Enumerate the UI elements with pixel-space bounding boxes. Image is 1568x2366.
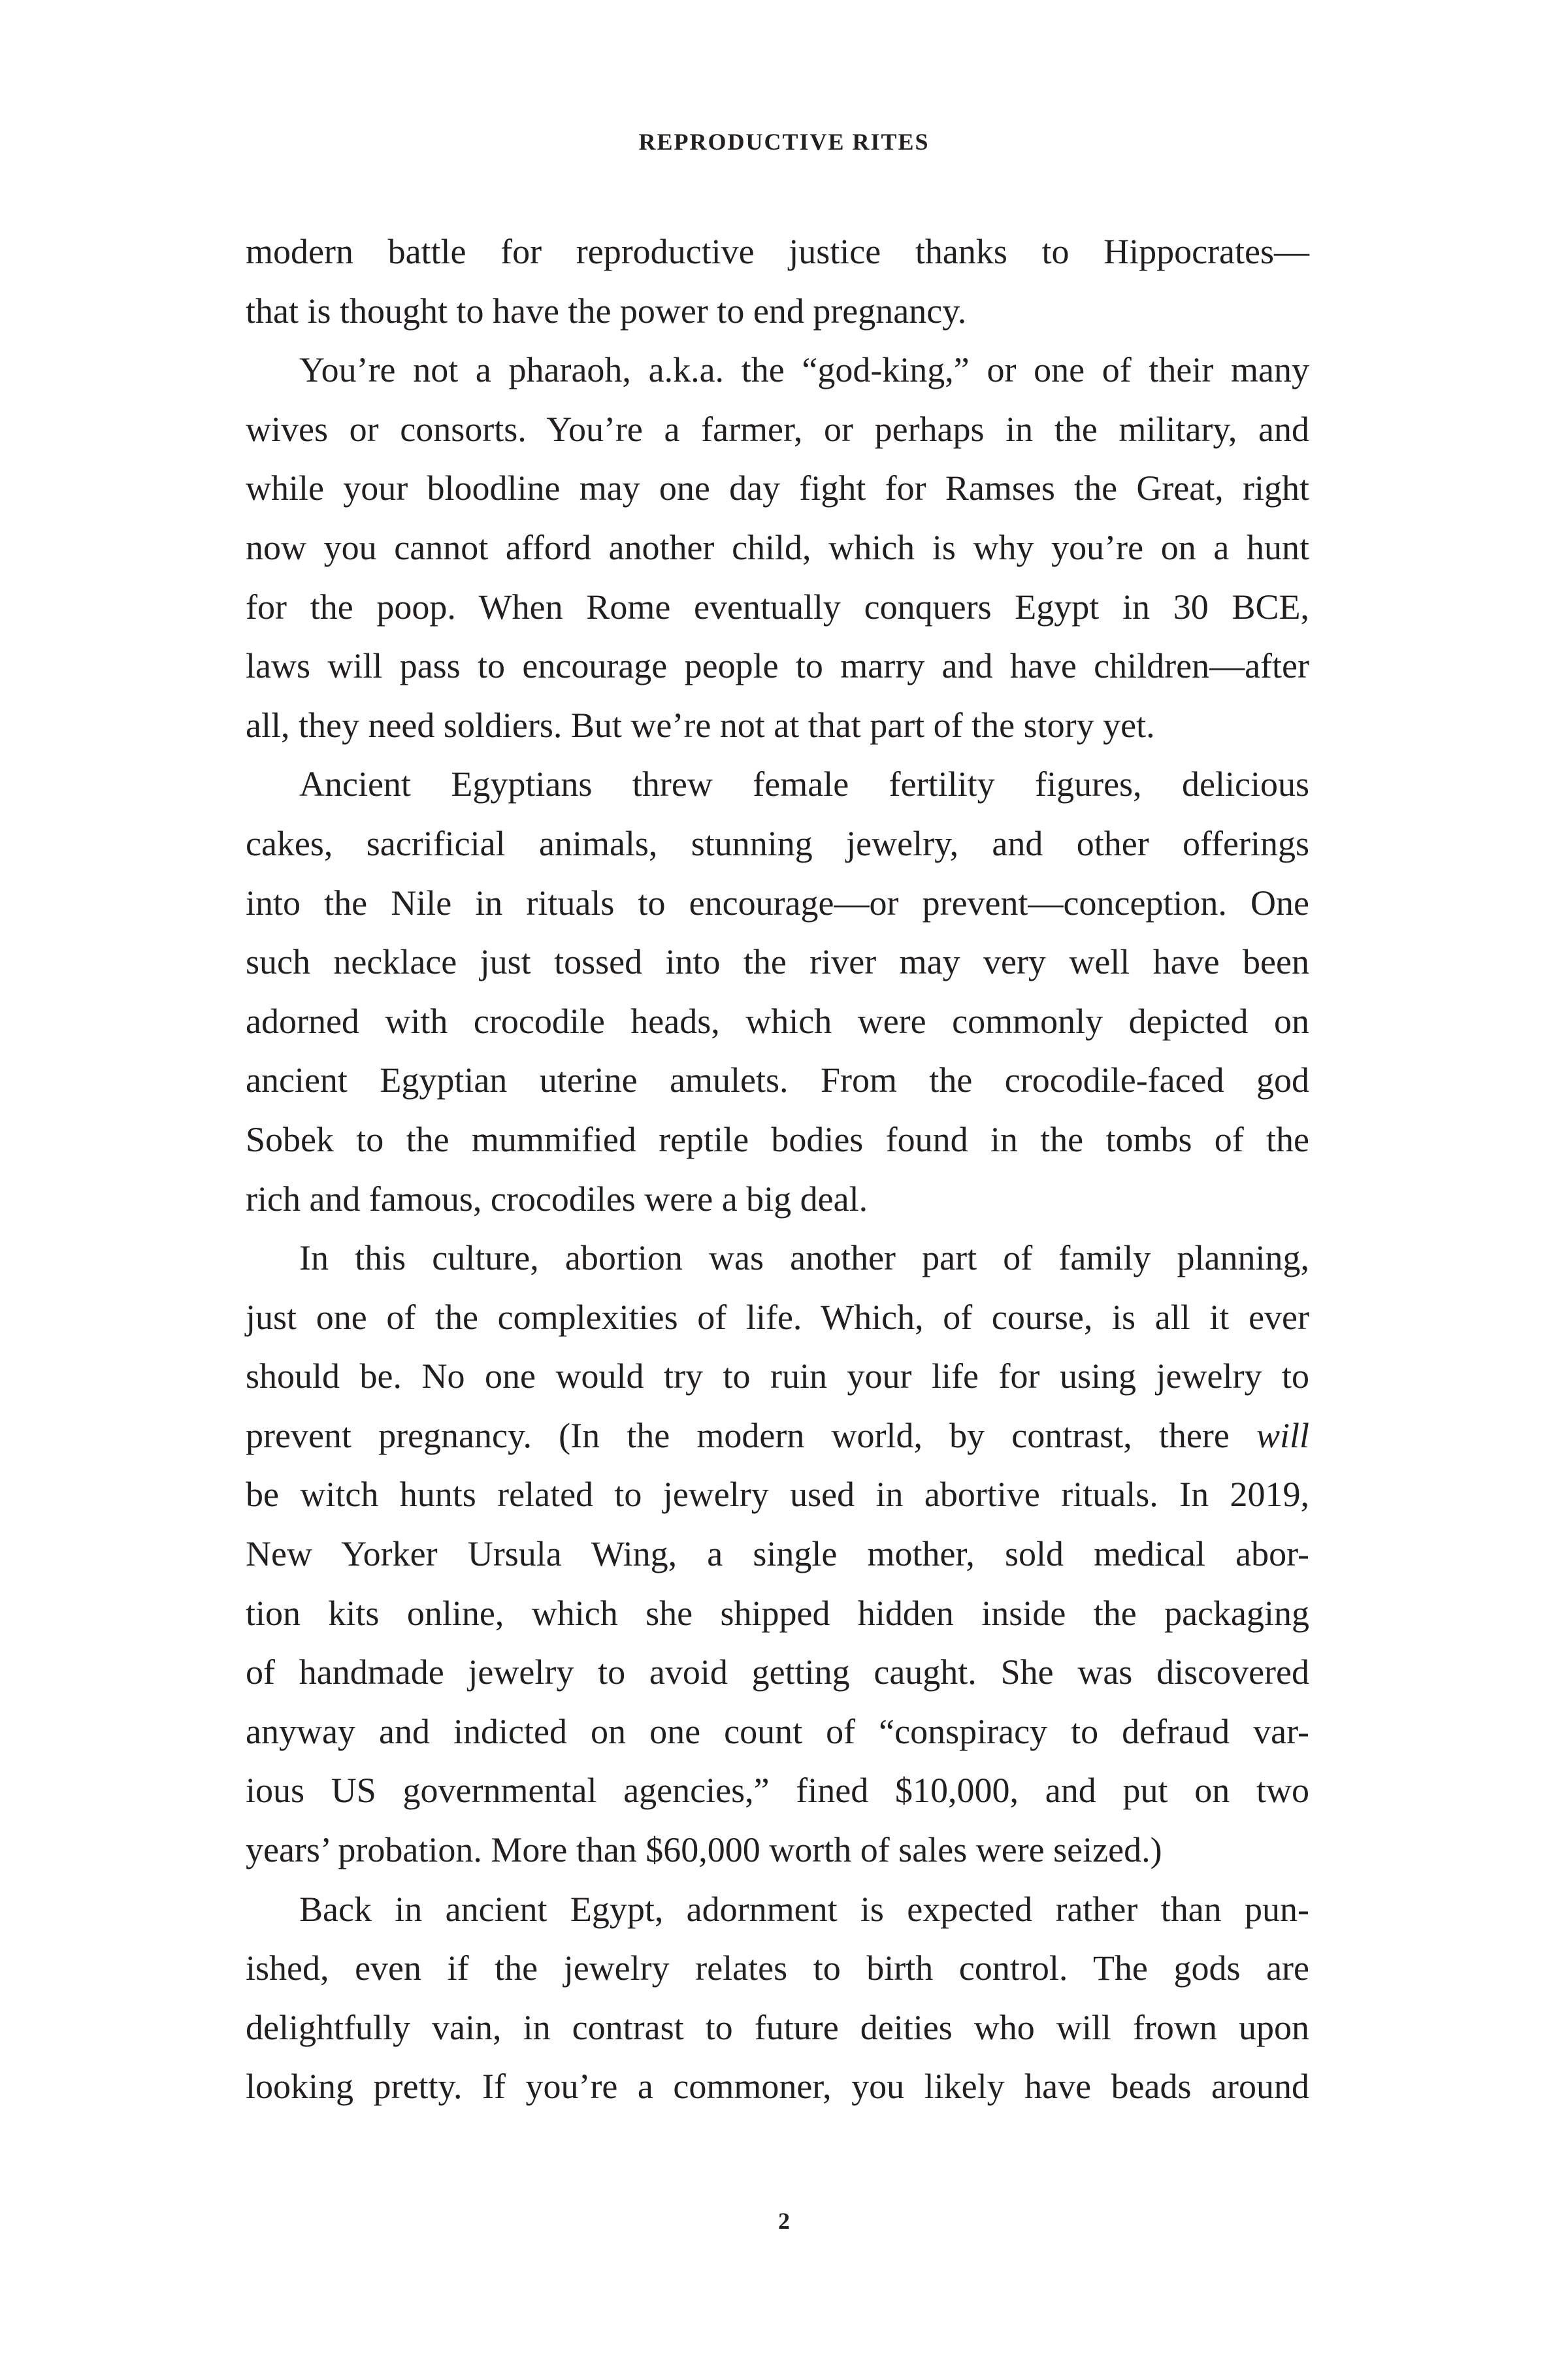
- text-line: You’re not a pharaoh, a.k.a. the “god-king,” or one of their many: [299, 350, 1309, 390]
- text-line: be witch hunts related to jewelry used in abortive rituals. In 2019,: [246, 1475, 1309, 1515]
- text-line: ished, even if the jewelry relates to birth control. The gods are: [246, 1948, 1309, 1988]
- text-line: while your bloodline may one day fight for Ramses the Great, right: [246, 468, 1309, 508]
- body-text: [246, 222, 1309, 2116]
- text-line: of handmade jewelry to avoid getting caught. She was discovered: [246, 1652, 1309, 1692]
- text-line: tion kits online, which she shipped hidden inside the packaging: [246, 1593, 1309, 1633]
- text-line: should be. No one would try to ruin your life for using jewelry to: [246, 1356, 1309, 1396]
- text-line: such necklace just tossed into the river may very well have been: [246, 942, 1309, 982]
- text-line: Ancient Egyptians threw female fertility figures, delicious: [299, 764, 1309, 804]
- text-line: ious US governmental agencies,” fined $10,000, and put on two: [246, 1771, 1309, 1811]
- text-line: Back in ancient Egypt, adornment is expected rather than pun-: [299, 1889, 1309, 1929]
- text-line: for the poop. When Rome eventually conquers Egypt in 30 BCE,: [246, 587, 1309, 627]
- running-head: REPRODUCTIVE RITES: [638, 129, 930, 155]
- text-line: years’ probation. More than $60,000 worth of sales were seized.): [246, 1830, 1162, 1870]
- text-line: looking pretty. If you’re a commoner, you likely have beads around: [246, 2067, 1309, 2107]
- text-line: Sobek to the mummified reptile bodies found in the tombs of the: [246, 1119, 1309, 1159]
- text-line: all, they need soldiers. But we’re not at that part of the story yet.: [246, 705, 1155, 745]
- text-line: New Yorker Ursula Wing, a single mother, sold medical abor-: [246, 1534, 1309, 1574]
- text-line: modern battle for reproductive justice thanks to Hippocrates—: [246, 232, 1309, 271]
- text-line: that is thought to have the power to end pregnancy.: [246, 291, 967, 331]
- italic-word: will: [1256, 1415, 1310, 1455]
- text-line: delightfully vain, in contrast to future deities who will frown upon: [246, 2007, 1309, 2047]
- text-line: rich and famous, crocodiles were a big deal.: [246, 1179, 868, 1219]
- page-number: 2: [778, 2208, 790, 2234]
- text-line: now you cannot afford another child, which is why you’re on a hunt: [246, 527, 1309, 567]
- text-line: laws will pass to encourage people to marry and have children—after: [246, 646, 1309, 686]
- text-line: just one of the complexities of life. Which, of course, is all it ever: [246, 1297, 1309, 1337]
- text-line-with-italic: [246, 1406, 1309, 1466]
- text-line: into the Nile in rituals to encourage—or prevent—conception. One: [246, 883, 1309, 923]
- text-line: In this culture, abortion was another part of family planning,: [299, 1238, 1309, 1278]
- text-line: anyway and indicted on one count of “conspiracy to defraud var-: [246, 1711, 1309, 1751]
- text-line: adorned with crocodile heads, which were commonly depicted on: [246, 1001, 1309, 1041]
- text-line: ancient Egyptian uterine amulets. From the crocodile-faced god: [246, 1060, 1309, 1100]
- text-line: cakes, sacrificial animals, stunning jewelry, and other offerings: [246, 823, 1309, 863]
- text-line: wives or consorts. You’re a farmer, or perhaps in the military, and: [246, 409, 1309, 449]
- text-line-segment: prevent pregnancy. (In the modern world, by contrast, there: [246, 1415, 1230, 1455]
